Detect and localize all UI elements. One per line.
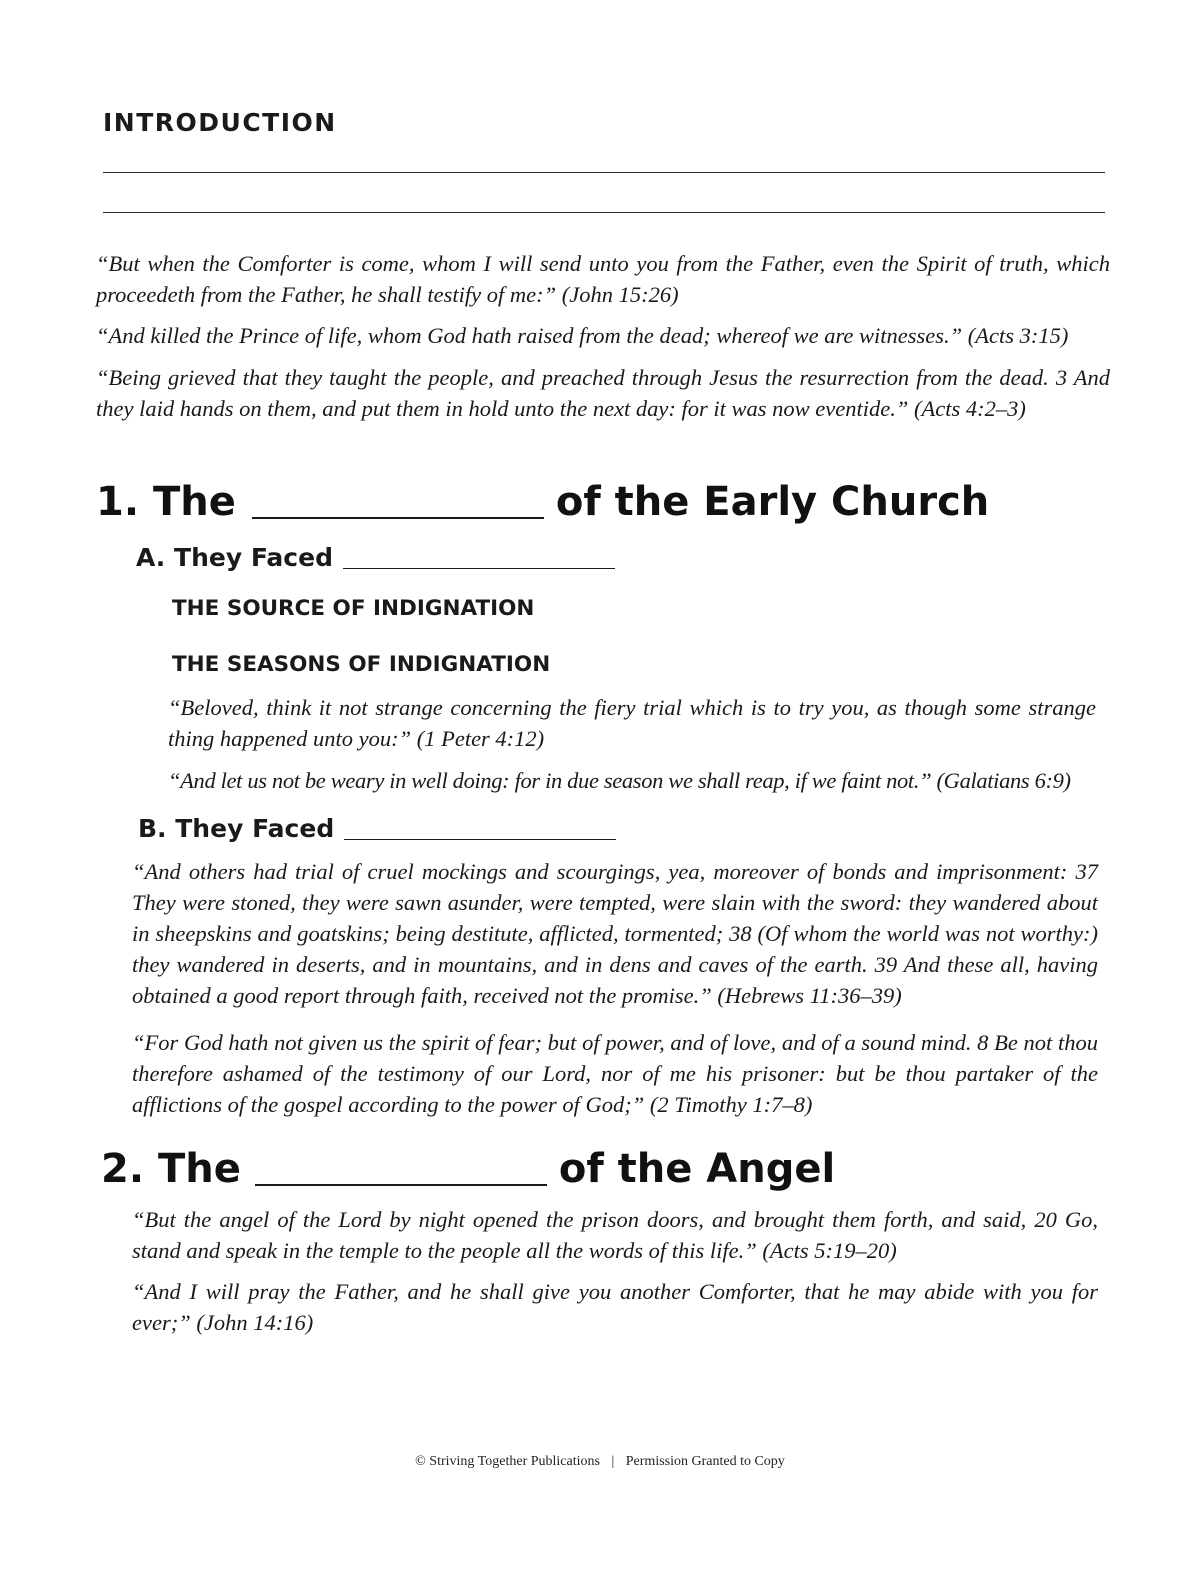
verse-galatians-6-9: “And let us not be weary in well doing: for in due season we shall reap, if we faint not.” (Galatians 6:9) [168, 768, 1071, 793]
verse-acts-3-15: “And killed the Prince of life, whom God hath raised from the dead; whereof we are witnesses.” (Acts 3:15) [96, 323, 1069, 348]
source-of-indignation-heading: THE SOURCE OF INDIGNATION [172, 596, 535, 621]
verse-john-15-26: “But when the Comforter is come, whom I will send unto you from the Father, even the Spirit of truth, which proceedeth from the Father, he shall testify of me:” (John 15:26) [96, 251, 1110, 307]
verse-hebrews-11-36-39: “And others had trial of cruel mockings and scourgings, yea, moreover of bonds and imprisonment: 37 They were stoned, they were sawn asunder, were tempted, were slain with the sword: they wandered about in sheepskins and goatskins; being destitute, afflicted, tormented; 38 (Of whom the world was not worthy:) they wandered in deserts, and in mountains, and in dens and caves of the earth. 39 And these all, having obtained a good report through faith, received not the promise.” (Hebrews 11:36–39) [132, 859, 1098, 1008]
introduction-heading: INTRODUCTION [103, 108, 337, 137]
fill-in-line [103, 172, 1105, 173]
fill-in-line [103, 212, 1105, 213]
fill-in-blank [252, 516, 544, 519]
point-a-label: A. They Faced [136, 543, 333, 572]
section-2-prefix: 2. The [101, 1146, 241, 1192]
section-1-suffix: of the Early Church [555, 479, 990, 525]
seasons-of-indignation-heading: THE SEASONS OF INDIGNATION [172, 652, 551, 677]
section-1-prefix: 1. The [96, 479, 236, 525]
point-a-heading [136, 543, 615, 573]
permission-text: Permission Granted to Copy [625, 1454, 785, 1469]
section-2-suffix: of the Angel [558, 1146, 836, 1192]
point-b-heading [138, 814, 616, 844]
copyright-text: © Striving Together Publications [415, 1454, 600, 1469]
verse-1-peter-4-12: “Beloved, think it not strange concerning the fiery trial which is to try you, as though some strange thing happened unto you:” (1 Peter 4:12) [168, 695, 1096, 751]
fill-in-blank [343, 567, 615, 569]
section-1-heading [96, 478, 989, 526]
fill-in-blank [255, 1183, 547, 1186]
verse-2-timothy-1-7-8: “For God hath not given us the spirit of fear; but of power, and of love, and of a sound mind. 8 Be not thou therefore ashamed of the testimony of our Lord, nor of me his prisoner: but be thou partaker of the afflictions of the gospel according to the power of God;” (2 Timothy 1:7–8) [132, 1030, 1098, 1117]
verse-acts-4-2-3: “Being grieved that they taught the people, and preached through Jesus the resurrection from the dead. 3 And they laid hands on them, and put them in hold unto the next day: for it was now eventide.” (Acts 4:2–3) [96, 365, 1110, 421]
fill-in-blank [344, 838, 616, 840]
point-b-label: B. They Faced [138, 814, 335, 843]
footer-separator: | [611, 1454, 615, 1469]
verse-john-14-16: “And I will pray the Father, and he shall give you another Comforter, that he may abide with you for ever;” (John 14:16) [132, 1279, 1098, 1335]
section-2-heading [101, 1145, 835, 1193]
verse-acts-5-19-20: “But the angel of the Lord by night opened the prison doors, and brought them forth, and said, 20 Go, stand and speak in the temple to the people all the words of this life.” (Acts 5:19–20) [132, 1207, 1098, 1263]
page-footer [0, 1454, 1200, 1470]
